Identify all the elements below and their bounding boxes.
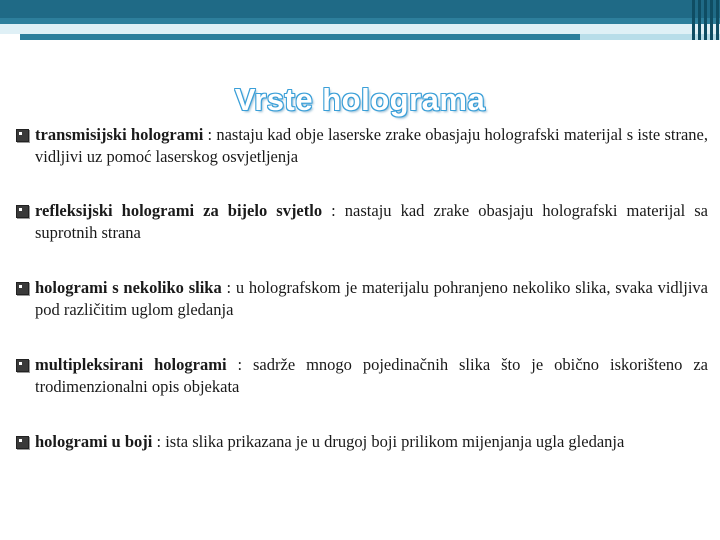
header-stripe (0, 24, 720, 34)
square-bullet-icon (16, 129, 29, 142)
list-item (14, 124, 708, 168)
item-term: hologrami s nekoliko slika (35, 278, 222, 297)
slide-title: Vrste holograma (234, 82, 486, 117)
square-bullet-icon (16, 282, 29, 295)
square-bullet-icon (16, 205, 29, 218)
item-text: : nastaju kad obje laserske zrake obasjaju holografski materijal s iste strane, vidljivi uz pomoć laserskog osvjetljenja (35, 125, 708, 166)
list-item (14, 431, 708, 453)
header-band-dark (0, 0, 720, 18)
item-text: : u holografskom je materijalu pohranjeno nekoliko slika, svaka vidljiva pod različitim uglom gledanja (35, 278, 709, 319)
square-bullet-icon (16, 436, 29, 449)
bullet-list (14, 124, 708, 453)
item-term: multipleksirani hologrami (35, 355, 227, 374)
square-bullet-icon (16, 359, 29, 372)
list-item (14, 200, 708, 244)
item-term: refleksijski hologrami za bijelo svjetlo (35, 201, 323, 220)
decorative-bars (690, 0, 720, 40)
header-accent-line (20, 34, 580, 40)
list-item (14, 277, 708, 321)
item-text: : nastaju kad zrake obasjaju holografski materijal sa suprotnih strana (35, 201, 708, 242)
item-text: : ista slika prikazana je u drugoj boji prilikom mijenjanja ugla gledanja (152, 432, 625, 451)
item-text: : sadrže mnogo pojedinačnih slika što je obično iskorišteno za trodimenzionalni opis objekata (35, 355, 708, 396)
item-term: transmisijski hologrami (35, 125, 204, 144)
item-term: hologrami u boji (35, 432, 153, 451)
list-item (14, 354, 708, 398)
